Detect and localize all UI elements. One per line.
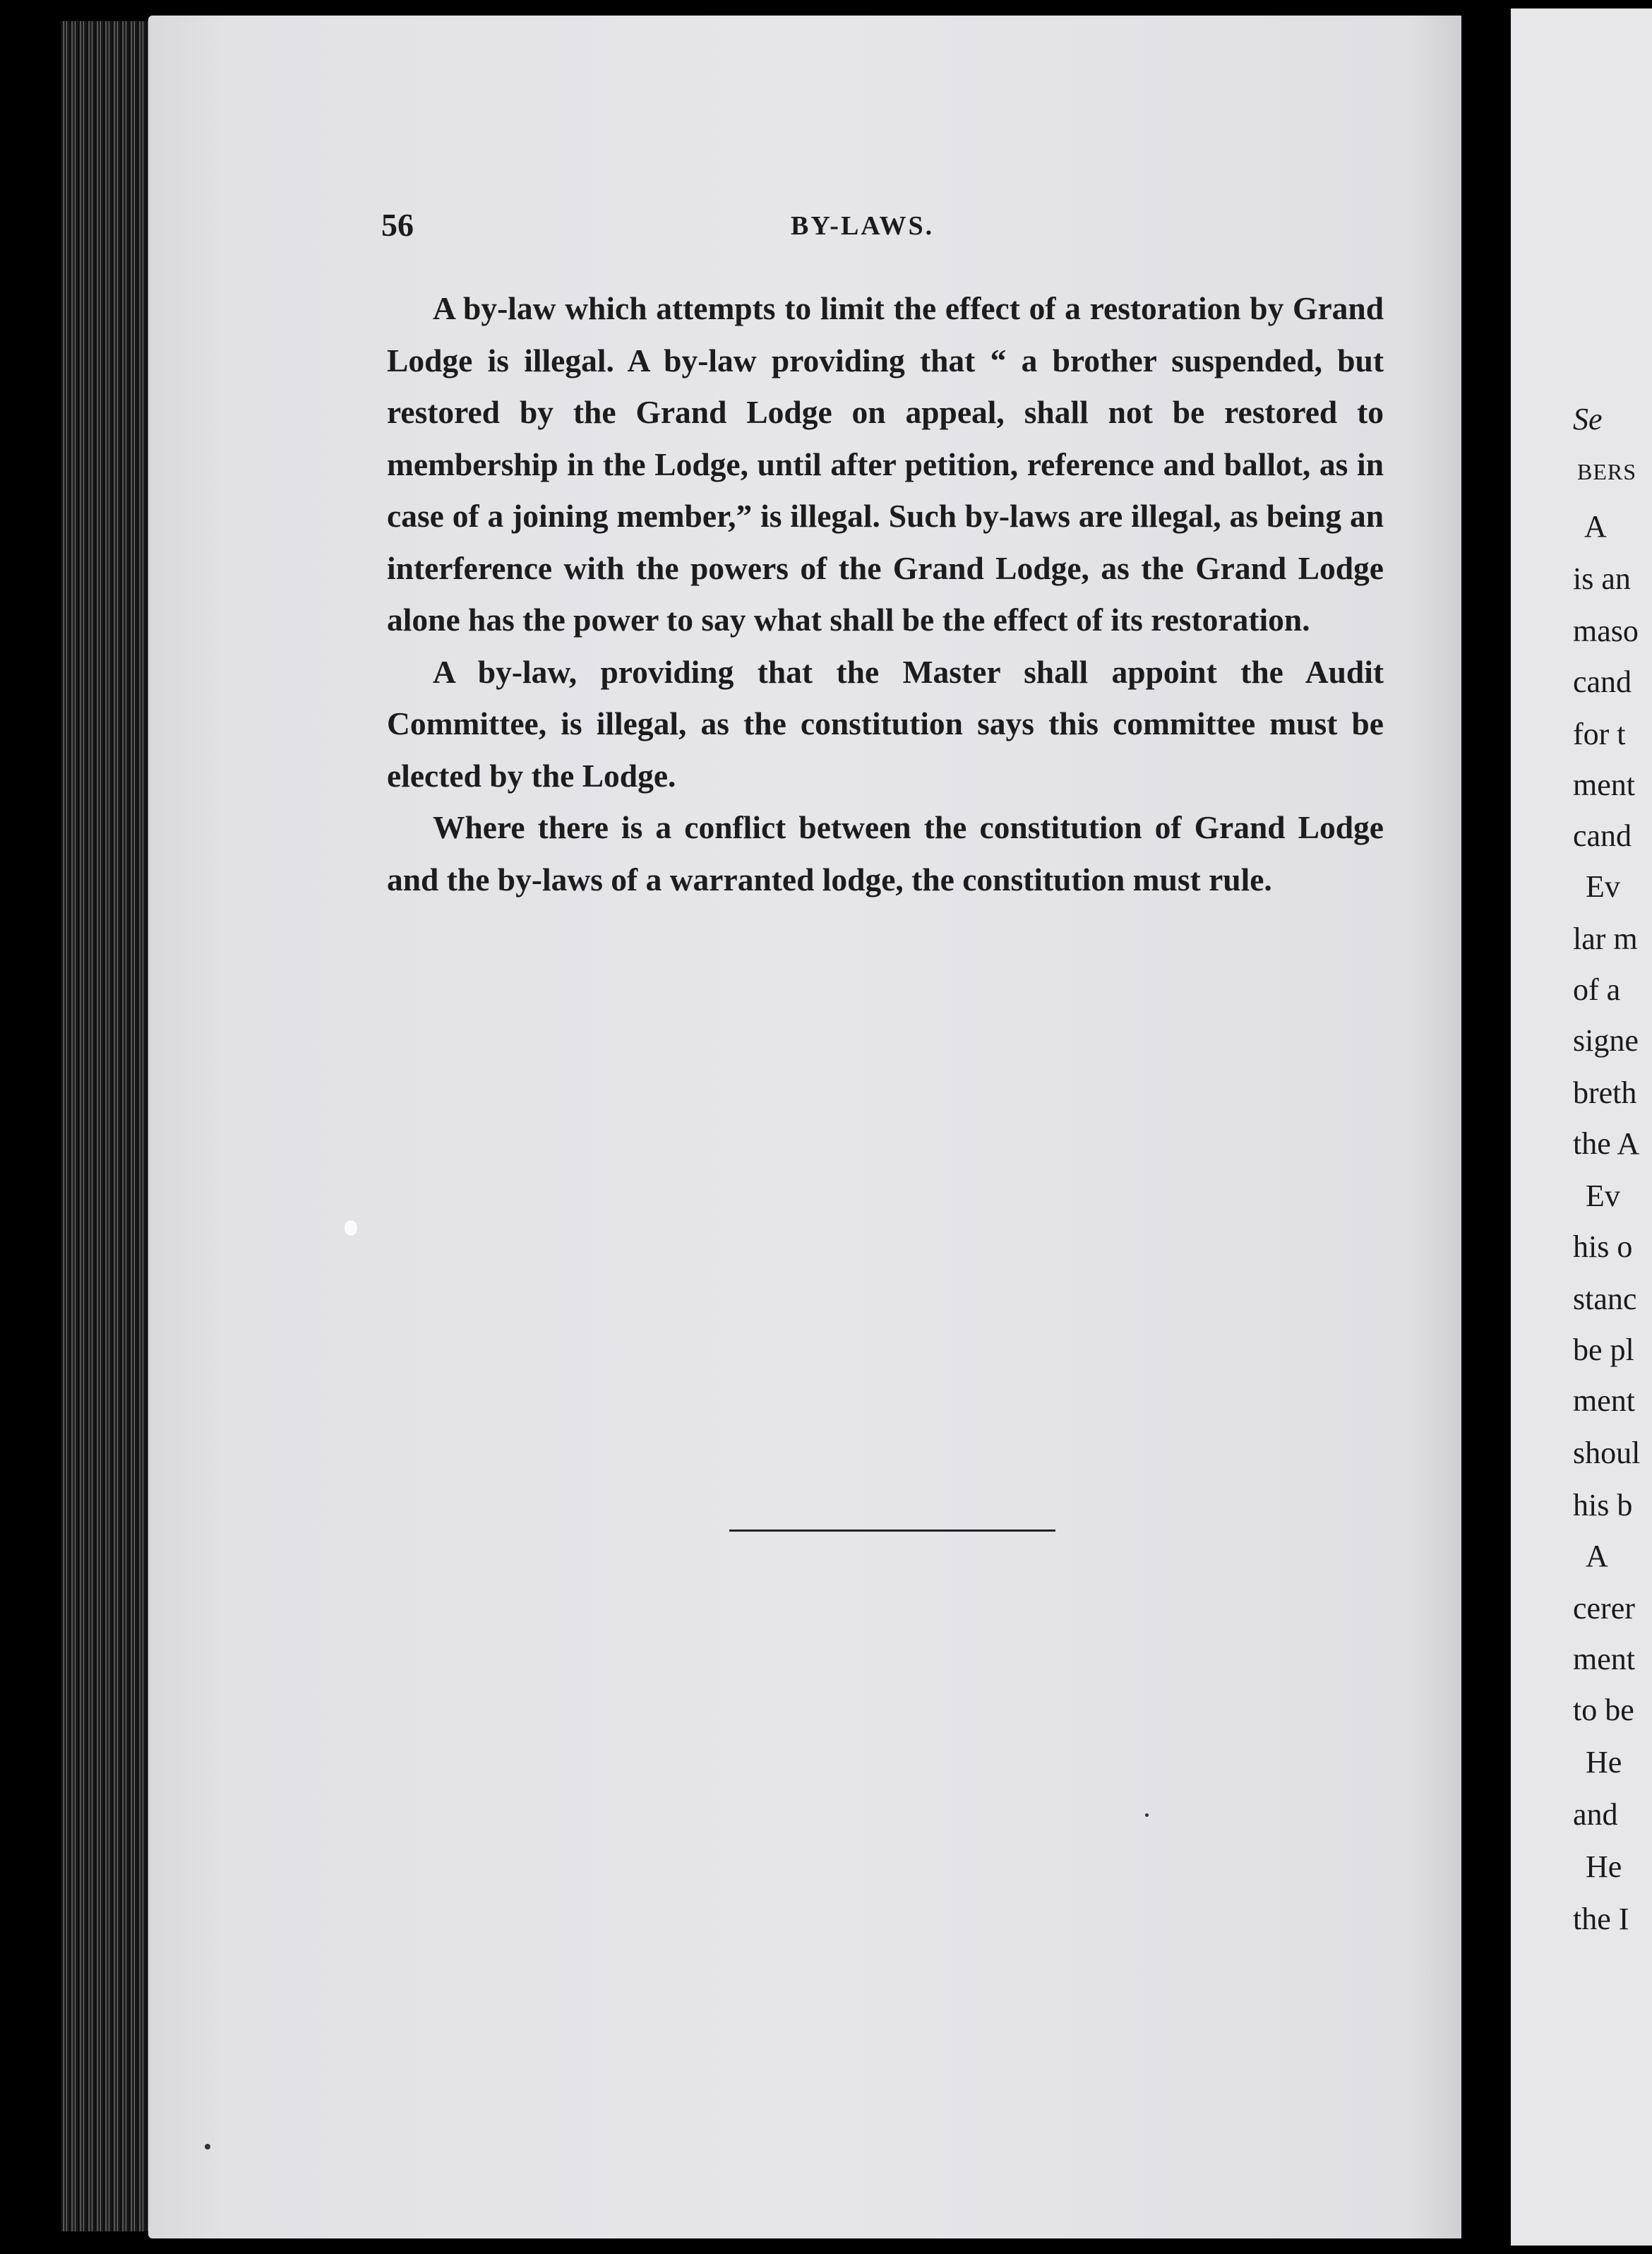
facing-fragment: BERS bbox=[1577, 459, 1637, 484]
section-end-rule bbox=[729, 1530, 1055, 1532]
facing-fragment: Se bbox=[1573, 402, 1603, 436]
facing-fragment: Ev bbox=[1586, 869, 1620, 904]
paragraph: A by-law, providing that the Master shall appoint the Audit Committee, is illegal, as the constitution says this committee must be elected by the Lodge. bbox=[387, 653, 1384, 794]
body-text bbox=[387, 282, 1384, 905]
facing-fragment: Ev bbox=[1586, 1179, 1620, 1213]
facing-fragment: He bbox=[1586, 1745, 1622, 1779]
facing-fragment: ment bbox=[1573, 1642, 1635, 1676]
page-number: 56 bbox=[381, 207, 414, 243]
running-header-title: BY-LAWS. bbox=[791, 211, 935, 241]
facing-fragment: the I bbox=[1573, 1902, 1629, 1936]
facing-fragment: cand bbox=[1573, 664, 1632, 699]
page-edges bbox=[61, 21, 152, 2231]
facing-fragment: breth bbox=[1573, 1075, 1637, 1110]
facing-fragment: cerer bbox=[1573, 1591, 1635, 1626]
ink-speck bbox=[1145, 1813, 1149, 1817]
facing-fragment: ment bbox=[1573, 1383, 1635, 1418]
facing-fragment: his b bbox=[1573, 1488, 1633, 1522]
facing-fragment: cand bbox=[1573, 818, 1632, 853]
facing-fragment: and bbox=[1573, 1797, 1618, 1832]
facing-fragment: He bbox=[1586, 1849, 1622, 1884]
facing-fragment: signe bbox=[1573, 1023, 1639, 1058]
facing-page bbox=[1511, 8, 1652, 2246]
facing-fragment: shoul bbox=[1573, 1436, 1641, 1470]
facing-fragment: ment bbox=[1573, 768, 1635, 802]
facing-fragment: of a bbox=[1573, 972, 1621, 1007]
facing-fragment: for t bbox=[1573, 717, 1626, 751]
facing-fragment: is an bbox=[1573, 561, 1631, 596]
gutter bbox=[1461, 0, 1511, 2254]
facing-fragment: to be bbox=[1573, 1693, 1634, 1727]
facing-fragment: maso bbox=[1573, 614, 1639, 648]
paragraph: Where there is a conflict between the constitution of Grand Lodge and the by-laws of a warranted lodge, the constitution must rule. bbox=[387, 809, 1384, 898]
paragraph: A by-law which attempts to limit the effect of a restoration by Grand Lodge is illegal. A by-law providing that “ a brother suspended, but restored by the Grand Lodge on appeal, shall not be restored to membership in the Lodge, until after petition, reference and ballot, as in case of a joining member,” is illegal. Such by-laws are illegal, as being an interference with the powers of the Grand Lodge, as the Grand Lodge alone has the power to say what shall be the effect of its restoration. bbox=[387, 290, 1384, 638]
facing-fragment: be pl bbox=[1573, 1332, 1634, 1367]
running-head bbox=[381, 206, 1384, 249]
facing-fragment: his o bbox=[1573, 1229, 1633, 1264]
facing-fragment: the A bbox=[1573, 1126, 1640, 1161]
facing-fragment: A bbox=[1586, 1539, 1608, 1573]
dust-spot bbox=[345, 1220, 357, 1236]
ink-speck bbox=[205, 2144, 210, 2149]
facing-fragment: stanc bbox=[1573, 1282, 1637, 1316]
facing-fragment: A bbox=[1584, 509, 1607, 544]
facing-fragment: lar m bbox=[1573, 922, 1638, 956]
